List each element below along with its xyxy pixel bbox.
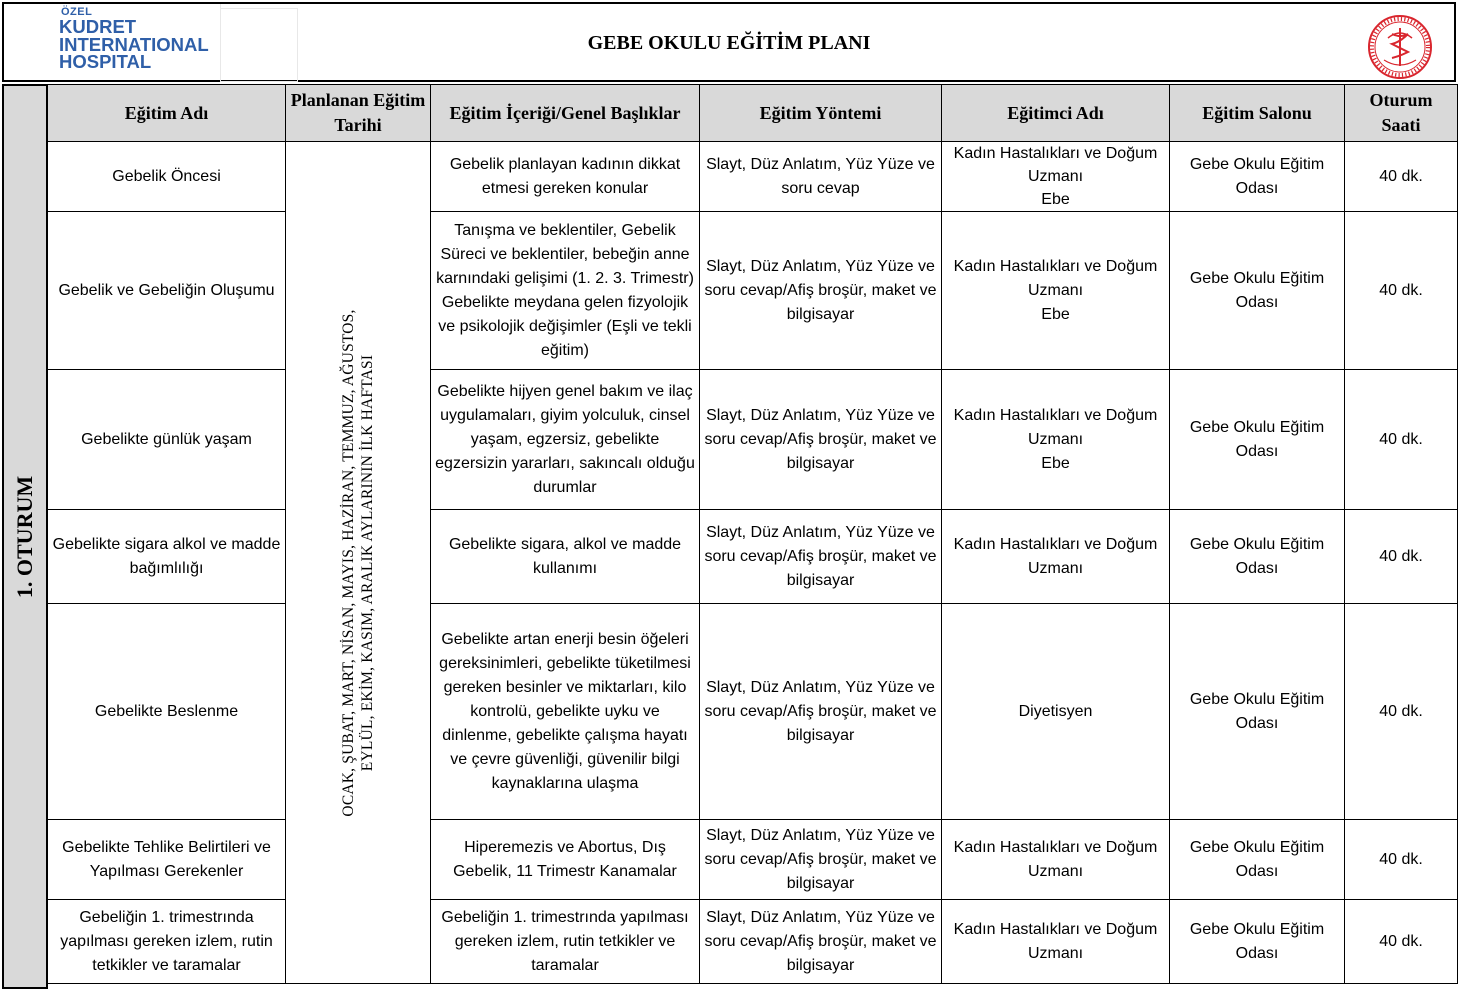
cell-method: Slayt, Düz Anlatım, Yüz Yüze ve soru cevap/Afiş broşür, maket ve bilgisayar xyxy=(700,604,942,820)
column-header-method: Eğitim Yöntemi xyxy=(700,85,942,142)
cell-method: Slayt, Düz Anlatım, Yüz Yüze ve soru cevap/Afiş broşür, maket ve bilgisayar xyxy=(700,820,942,900)
cell-duration: 40 dk. xyxy=(1345,212,1458,370)
cell-name: Gebelikte Beslenme xyxy=(48,604,286,820)
session-label: 1. OTURUM xyxy=(12,475,37,598)
cell-trainer: Kadın Hastalıkları ve Doğum Uzmanı xyxy=(942,820,1170,900)
cell-room: Gebe Okulu Eğitim Odası xyxy=(1170,212,1345,370)
document-title: GEBE OKULU EĞİTİM PLANI xyxy=(587,32,871,54)
session-label-cell xyxy=(2,84,48,989)
document-header xyxy=(2,2,1456,82)
table-row xyxy=(48,900,1458,984)
column-header-date: Planlanan Eğitim Tarihi xyxy=(286,85,431,142)
cell-trainer: Kadın Hastalıkları ve Doğum Uzmanı xyxy=(942,900,1170,984)
logo-line-3: HOSPITAL xyxy=(59,51,152,72)
cell-trainer: Kadın Hastalıkları ve Doğum Uzmanı xyxy=(942,510,1170,604)
cell-name: Gebelikte sigara alkol ve madde bağımlılığı xyxy=(48,510,286,604)
cell-content: Gebelikte sigara, alkol ve madde kullanımı xyxy=(431,510,700,604)
cell-content: Gebelikte artan enerji besin öğeleri gereksinimleri, gebelikte tüketilmesi gereken besinler ve miktarları, kilo kontrolü, gebelikte uyku ve dinlenme, gebelikte çalışma hayatı ve çevre güvenliği, güvenilir bilgi kaynaklarına ulaşma xyxy=(431,604,700,820)
cell-duration: 40 dk. xyxy=(1345,142,1458,212)
cell-method: Slayt, Düz Anlatım, Yüz Yüze ve soru cevap/Afiş broşür, maket ve bilgisayar xyxy=(700,900,942,984)
table-row xyxy=(48,142,1458,212)
cell-content: Gebelikte hijyen genel bakım ve ilaç uygulamaları, giyim yolculuk, cinsel yaşam, egzersiz, gebelikte egzersizin yararları, sakıncalı olduğu durumlar xyxy=(431,370,700,510)
cell-room: Gebe Okulu Eğitim Odası xyxy=(1170,510,1345,604)
table-row xyxy=(48,820,1458,900)
cell-name: Gebelik Öncesi xyxy=(48,142,286,212)
cell-content: Gebeliğin 1. trimestrında yapılması gereken izlem, rutin tetkikler ve taramalar xyxy=(431,900,700,984)
cell-content: Gebelik planlayan kadının dikkat etmesi gereken konular xyxy=(431,142,700,212)
logo-line-1: KUDRET xyxy=(59,16,137,37)
cell-name: Gebeliğin 1. trimestrında yapılması gereken izlem, rutin tetkikler ve taramalar xyxy=(48,900,286,984)
cell-room: Gebe Okulu Eğitim Odası xyxy=(1170,604,1345,820)
planned-dates-text: OCAK, ŞUBAT, MART, NİSAN, MAYIS, HAZİRAN, TEMMUZ, AĞUSTOS, EYLÜL, EKİM, KASIM, ARALIK AYLARININ İLK HAFTASI xyxy=(340,308,376,817)
column-header-trainer: Eğitimci Adı xyxy=(942,85,1170,142)
cell-content: Tanışma ve beklentiler, Gebelik Süreci ve beklentiler, bebeğin anne karnındaki gelişimi (1. 2. 3. Trimestr) Gebelikte meydana gelen fizyolojik ve psikolojik değişimler (Eşli ve tekli eğitim) xyxy=(431,212,700,370)
column-header-name: Eğitim Adı xyxy=(48,85,286,142)
cell-trainer: Kadın Hastalıkları ve Doğum Uzmanı Ebe xyxy=(942,370,1170,510)
cell-method: Slayt, Düz Anlatım, Yüz Yüze ve soru cevap/Afiş broşür, maket ve bilgisayar xyxy=(700,510,942,604)
logo-prefix: ÖZEL xyxy=(61,6,93,18)
cell-room: Gebe Okulu Eğitim Odası xyxy=(1170,142,1345,212)
table-row xyxy=(48,604,1458,820)
cell-room: Gebe Okulu Eğitim Odası xyxy=(1170,820,1345,900)
column-header-duration: Oturum Saati xyxy=(1345,85,1458,142)
column-header-room: Eğitim Salonu xyxy=(1170,85,1345,142)
cell-name: Gebelik ve Gebeliğin Oluşumu xyxy=(48,212,286,370)
cell-method: Slayt, Düz Anlatım, Yüz Yüze ve soru cevap/Afiş broşür, maket ve bilgisayar xyxy=(700,212,942,370)
ministry-of-health-seal-icon xyxy=(1354,14,1446,80)
table-row xyxy=(48,212,1458,370)
cell-name: Gebelikte Tehlike Belirtileri ve Yapılması Gerekenler xyxy=(48,820,286,900)
logo-line-2: INTERNATIONAL xyxy=(59,34,209,55)
table-row xyxy=(48,510,1458,604)
cell-room: Gebe Okulu Eğitim Odası xyxy=(1170,900,1345,984)
cell-duration: 40 dk. xyxy=(1345,820,1458,900)
column-header-content: Eğitim İçeriği/Genel Başlıklar xyxy=(431,85,700,142)
education-plan-table xyxy=(47,84,1458,984)
table-row xyxy=(48,370,1458,510)
cell-method: Slayt, Düz Anlatım, Yüz Yüze ve soru cevap/Afiş broşür, maket ve bilgisayar xyxy=(700,370,942,510)
cell-duration: 40 dk. xyxy=(1345,900,1458,984)
cell-planned-dates xyxy=(286,142,431,984)
cell-trainer: Kadın Hastalıkları ve Doğum Uzmanı Ebe xyxy=(942,212,1170,370)
cell-room: Gebe Okulu Eğitim Odası xyxy=(1170,370,1345,510)
cell-content: Hiperemezis ve Abortus, Dış Gebelik, 11 Trimestr Kanamalar xyxy=(431,820,700,900)
cell-method: Slayt, Düz Anlatım, Yüz Yüze ve soru cevap xyxy=(700,142,942,212)
cell-trainer: Diyetisyen xyxy=(942,604,1170,820)
table-header-row xyxy=(48,85,1458,142)
cell-duration: 40 dk. xyxy=(1345,370,1458,510)
cell-name: Gebelikte günlük yaşam xyxy=(48,370,286,510)
cell-duration: 40 dk. xyxy=(1345,604,1458,820)
cell-duration: 40 dk. xyxy=(1345,510,1458,604)
cell-trainer: Kadın Hastalıkları ve Doğum Uzmanı Ebe xyxy=(942,142,1170,212)
